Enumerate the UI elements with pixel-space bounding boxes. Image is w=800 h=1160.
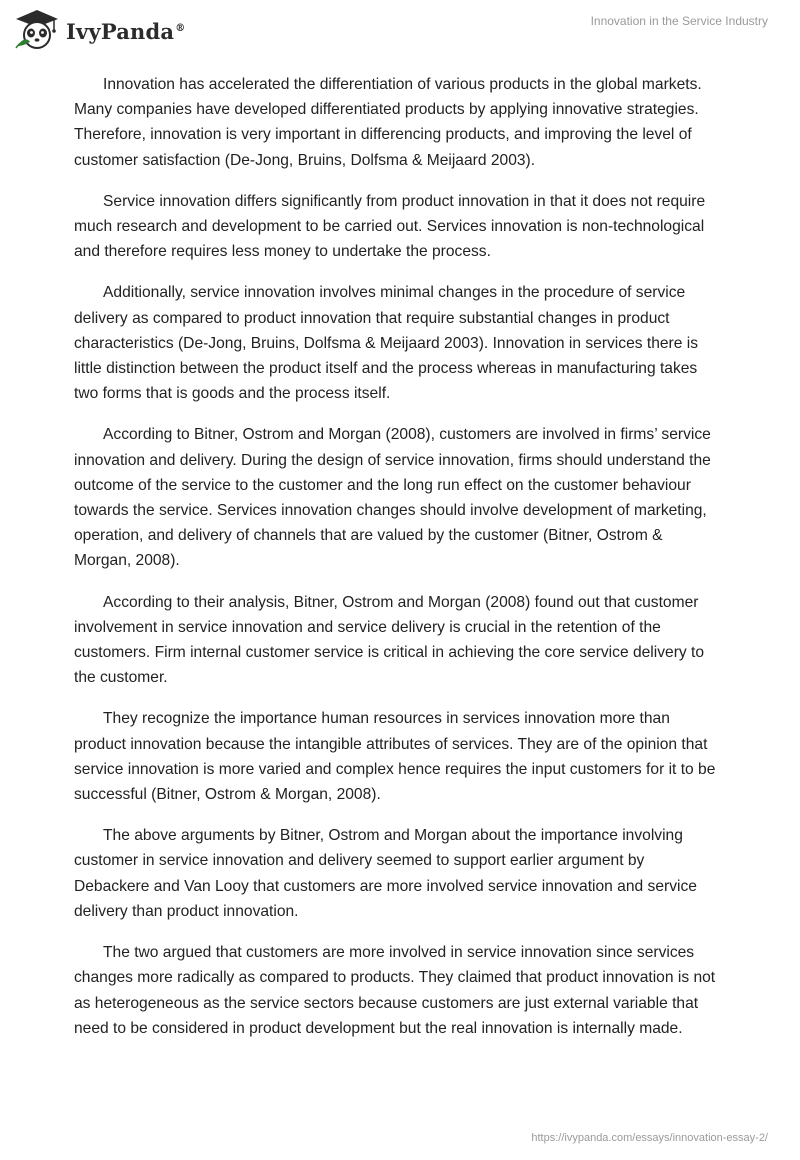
document-title: Innovation in the Service Industry [590, 14, 768, 28]
paragraph: They recognize the importance human resources in services innovation more than product innovation because the intangible attributes of services. They are of the opinion that service innovation is more varied and complex hence requires the input customers for it to be successful (Bitner, Ostrom & Morgan, 2008). [74, 710, 716, 804]
paragraph: The two argued that customers are more involved in service innovation since services changes more radically as compared to products. They claimed that product innovation is not as heterogeneous as the service sectors because customers are just external variable that need to be considered in product development but the real innovation is internally made. [74, 944, 716, 1037]
paragraph: Service innovation differs significantly from product innovation in that it does not require much research and development to be carried out. Services innovation is non-technological and therefore requires less money to undertake the process. [74, 192, 706, 261]
panda-graduation-icon [14, 8, 60, 50]
logo-wordmark: IvyPanda® [66, 18, 186, 44]
paragraph: According to their analysis, Bitner, Ostrom and Morgan (2008) found out that customer involvement in service innovation and service delivery is crucial in the retention of the customers. Firm internal customer service is critical in achieving the core service delivery to the customer. [74, 593, 705, 687]
ivypanda-logo[interactable] [14, 8, 185, 50]
essay-body [74, 72, 724, 1057]
paragraph: According to Bitner, Ostrom and Morgan (2008), customers are involved in firms’ service innovation and delivery. During the design of service innovation, firms should understand the outcome of the service to the customer and the long run effect on the customer behaviour towards the service. Services innovation changes should involve development of marketing, operation, and delivery of channels that are valued by the customer (Bitner, Ostrom & Morgan, 2008). [74, 426, 711, 570]
paragraph: The above arguments by Bitner, Ostrom and Morgan about the importance involving customer in service innovation and delivery seemed to support earlier argument by Debackere and Van Looy that customers are more involved service innovation and service delivery than product innovation. [74, 827, 697, 920]
paragraph: Innovation has accelerated the differentiation of various products in the global markets. Many companies have developed differentiated products by applying innovative strategies. Therefore, innovation is very important in differencing products, and improving the level of customer satisfaction (De-Jong, Bruins, Dolfsma & Meijaard 2003). [74, 76, 702, 169]
source-url[interactable]: https://ivypanda.com/essays/innovation-essay-2/ [531, 1132, 768, 1144]
paragraph: Additionally, service innovation involves minimal changes in the procedure of service delivery as compared to product innovation that require substantial changes in product characteristics (De-Jong, Bruins, Dolfsma & Meijaard 2003). Innovation in services there is little distinction between the product itself and the process whereas in manufacturing takes two forms that is goods and the process itself. [74, 284, 699, 403]
page-header [0, 0, 800, 66]
